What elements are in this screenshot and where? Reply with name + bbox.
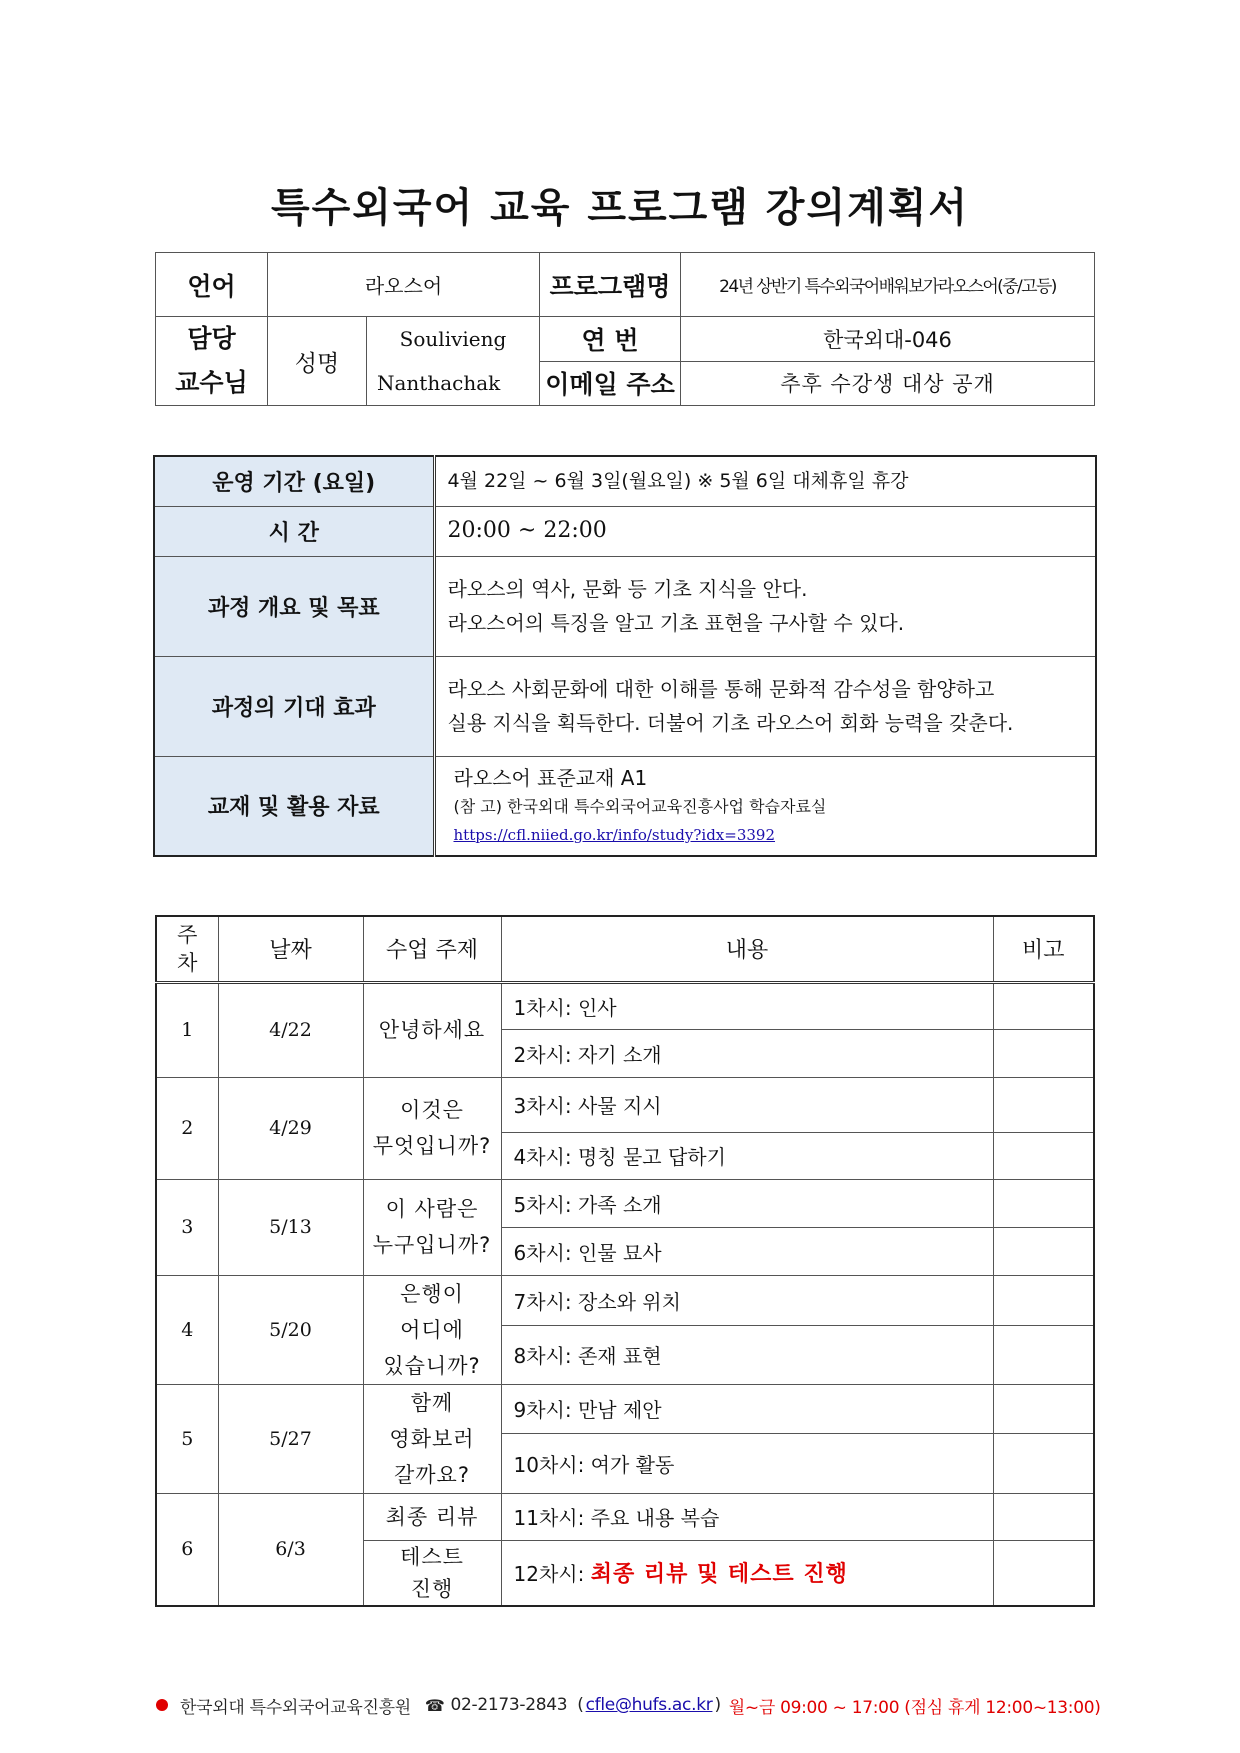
material-value xyxy=(434,756,1096,856)
week-date: 4/29 xyxy=(218,1077,363,1179)
period-label: 운영 기간 (요일) xyxy=(154,456,434,506)
overview-value xyxy=(434,556,1096,656)
table-row xyxy=(156,1493,1094,1540)
session-content: 2차시: 자기 소개 xyxy=(501,1029,993,1077)
note-header: 비고 xyxy=(993,916,1094,982)
week-date: 5/13 xyxy=(218,1179,363,1275)
session-note xyxy=(993,1275,1094,1326)
material-textbook: 라오스어 표준교재 A1 xyxy=(453,765,648,790)
bullet-icon xyxy=(156,1699,168,1711)
course-info-table xyxy=(153,455,1097,857)
session-note xyxy=(993,1132,1094,1179)
session-note xyxy=(993,1540,1094,1606)
session-content: 11차시: 주요 내용 복습 xyxy=(501,1493,993,1540)
period-value: 4월 22일 ~ 6월 3일(월요일) ※ 5월 6일 대체휴일 휴강 xyxy=(434,456,1096,506)
session-content: 5차시: 가족 소개 xyxy=(501,1179,993,1227)
session-note xyxy=(993,1493,1094,1540)
table-row xyxy=(156,982,1094,1029)
session-content: 7차시: 장소와 위치 xyxy=(501,1275,993,1326)
week-topic-test: 테스트 진행 xyxy=(363,1540,501,1606)
footer-org: 한국외대 특수외국어교육진흥원 xyxy=(180,1697,411,1718)
phone-icon: ☎ xyxy=(424,1695,445,1715)
week-date: 5/20 xyxy=(218,1275,363,1384)
footer-email[interactable]: cfle@hufs.ac.kr xyxy=(585,1695,713,1715)
week-date: 5/27 xyxy=(218,1384,363,1493)
time-value: 20:00 ~ 22:00 xyxy=(434,506,1096,556)
program-label: 프로그램명 xyxy=(540,253,681,317)
session-content: 4차시: 명칭 묻고 답하기 xyxy=(501,1132,993,1179)
session-note xyxy=(993,1434,1094,1493)
session-content: 9차시: 만남 제안 xyxy=(501,1384,993,1434)
session-content: 3차시: 사물 지시 xyxy=(501,1077,993,1132)
overview-line: 라오스의 역사, 문화 등 기초 지식을 안다. xyxy=(447,577,808,601)
week-topic: 이 사람은 누구입니까? xyxy=(363,1179,501,1275)
code-value: 한국외대-046 xyxy=(681,317,1095,362)
week-topic: 이것은 무엇입니까? xyxy=(363,1077,501,1179)
footer-phone: 02-2173-2843 xyxy=(450,1695,568,1715)
code-label: 연 번 xyxy=(540,317,681,362)
week-number: 5 xyxy=(156,1384,218,1493)
info-table xyxy=(155,252,1095,406)
email-value: 추후 수강생 대상 공개 xyxy=(681,361,1095,406)
table-row xyxy=(156,1384,1094,1434)
session-note xyxy=(993,1029,1094,1077)
name-value-last: Nanthachak xyxy=(367,361,540,406)
overview-line: 라오스어의 특징을 알고 기초 표현을 구사할 수 있다. xyxy=(447,611,905,635)
email-label: 이메일 주소 xyxy=(540,361,681,406)
session-content: 6차시: 인물 묘사 xyxy=(501,1227,993,1275)
professor-label xyxy=(156,317,268,406)
language-value: 라오스어 xyxy=(268,253,540,317)
footer-hours: 월~금 09:00 ~ 17:00 (점심 휴게 12:00~13:00) xyxy=(728,1697,1101,1718)
week-header: 주 차 xyxy=(156,916,218,982)
name-value-first: Soulivieng xyxy=(367,317,540,362)
schedule-table xyxy=(155,915,1095,1607)
week-number: 6 xyxy=(156,1493,218,1606)
week-topic: 안녕하세요 xyxy=(363,982,501,1077)
material-link[interactable]: https://cfl.niied.go.kr/info/study?idx=3392 xyxy=(453,825,776,844)
professor-label-line2: 교수님 xyxy=(175,368,248,397)
material-reference: (참 고) 한국외대 특수외국어교육진흥사업 학습자료실 xyxy=(453,796,827,816)
table-row xyxy=(156,1275,1094,1326)
session-highlight: 최종 리뷰 및 테스트 진행 xyxy=(590,1562,848,1588)
week-number: 3 xyxy=(156,1179,218,1275)
footer xyxy=(156,1690,1206,1720)
session-note xyxy=(993,982,1094,1029)
footer-email-close: ) xyxy=(714,1695,721,1715)
footer-email-open: ( xyxy=(577,1695,584,1715)
week-topic-review: 최종 리뷰 xyxy=(363,1493,501,1540)
session-note xyxy=(993,1326,1094,1384)
name-label: 성명 xyxy=(268,317,367,406)
session-note xyxy=(993,1179,1094,1227)
week-topic: 은행이 어디에 있습니까? xyxy=(363,1275,501,1384)
week-number: 4 xyxy=(156,1275,218,1384)
week-topic: 함께 영화보러 갈까요? xyxy=(363,1384,501,1493)
session-note xyxy=(993,1077,1094,1132)
topic-header: 수업 주제 xyxy=(363,916,501,982)
effect-value xyxy=(434,656,1096,756)
effect-line: 라오스 사회문화에 대한 이해를 통해 문화적 감수성을 함양하고 xyxy=(447,677,995,701)
session-note xyxy=(993,1384,1094,1434)
professor-label-line1: 담당 xyxy=(187,324,236,353)
week-number: 1 xyxy=(156,982,218,1077)
effect-line: 실용 지식을 획득한다. 더불어 기초 라오스어 회화 능력을 갖춘다. xyxy=(447,711,1014,735)
program-value: 24년 상반기 특수외국어배워보가라오스어(중/고등) xyxy=(681,253,1095,317)
content-header: 내용 xyxy=(501,916,993,982)
page-title: 특수외국어 교육 프로그램 강의계획서 xyxy=(270,185,970,231)
material-label: 교재 및 활용 자료 xyxy=(154,756,434,856)
session-content: 1차시: 인사 xyxy=(501,982,993,1029)
date-header: 날짜 xyxy=(218,916,363,982)
week-date: 4/22 xyxy=(218,982,363,1077)
session-note xyxy=(993,1227,1094,1275)
session-content xyxy=(501,1540,993,1606)
time-label: 시 간 xyxy=(154,506,434,556)
week-date: 6/3 xyxy=(218,1493,363,1606)
table-row xyxy=(156,1077,1094,1132)
table-row xyxy=(156,1179,1094,1227)
session-prefix: 12차시: xyxy=(513,1562,591,1587)
overview-label: 과정 개요 및 목표 xyxy=(154,556,434,656)
week-number: 2 xyxy=(156,1077,218,1179)
effect-label: 과정의 기대 효과 xyxy=(154,656,434,756)
language-label: 언어 xyxy=(156,253,268,317)
session-content: 8차시: 존재 표현 xyxy=(501,1326,993,1384)
session-content: 10차시: 여가 활동 xyxy=(501,1434,993,1493)
